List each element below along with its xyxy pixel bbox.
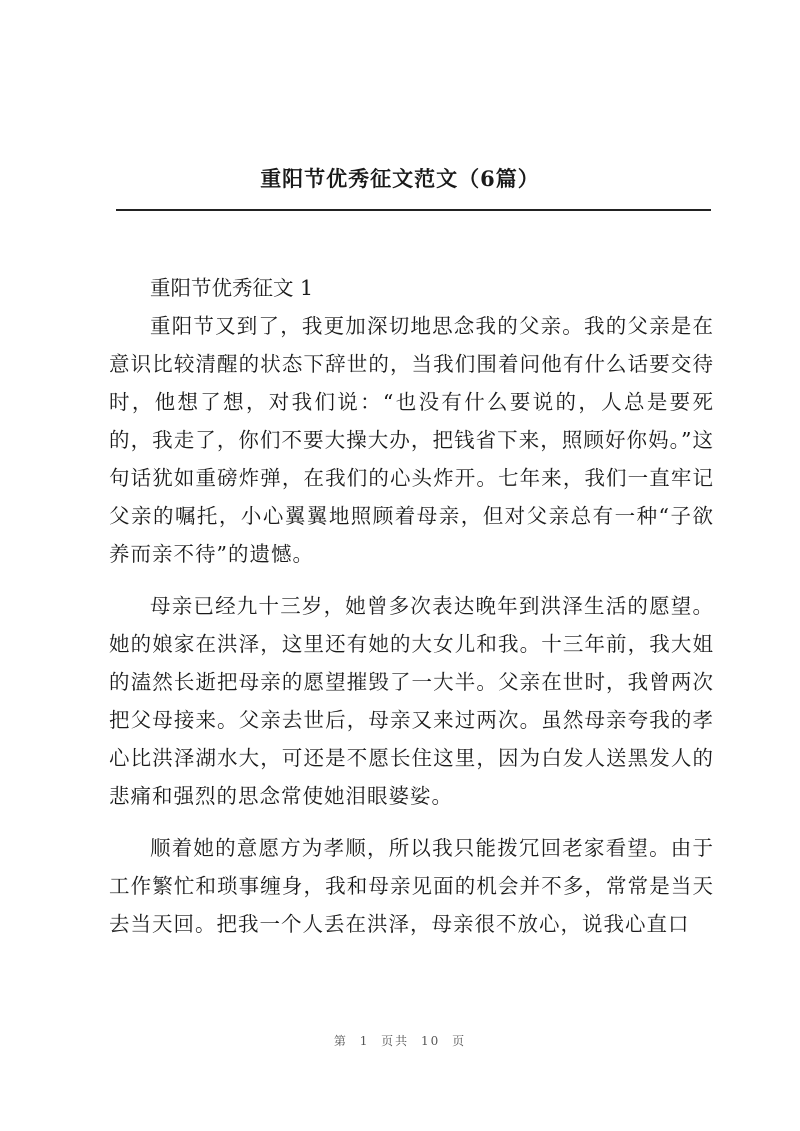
paragraph-1: 重阳节又到了，我更加深切地思念我的父亲。我的父亲是在意识比较清醒的状态下辞世的，当我们围着问他有什么话要交待时，他想了想，对我们说：“也没有什么要说的，人总是要死的，我走了，你们不要大操大办，把钱省下来，照顾好你妈。”这句话犹如重磅炸弹，在我们的心头炸开。七年来，我们一直牢记父亲的嘱托，小心翼翼地照顾着母亲，但对父亲总有一种“子欲养而亲不待”的遗憾。 <box>109 314 714 566</box>
page-title: 重阳节优秀征文范文（6篇） <box>260 166 540 191</box>
paragraph-2: 母亲已经九十三岁，她曾多次表达晚年到洪泽生活的愿望。她的娘家在洪泽，这里还有她的大女儿和我。十三年前，我大姐的溘然长逝把母亲的愿望摧毁了一大半。父亲在世时，我曾两次把父母接来。父亲去世后，母亲又来过两次。虽然母亲夸我的孝心比洪泽湖水大，可还是不愿长住这里，因为白发人送黑发人的悲痛和强烈的思念常使她泪眼婆娑。 <box>109 594 714 808</box>
title-divider <box>116 209 711 211</box>
document-body <box>109 269 714 957</box>
paragraph-3: 顺着她的意愿方为孝顺，所以我只能拨冗回老家看望。由于工作繁忙和琐事缠身，我和母亲见面的机会并不多，常常是当天去当天回。把我一个人丢在洪泽，母亲很不放心，说我心直口 <box>109 836 714 936</box>
section-heading: 重阳节优秀征文 1 <box>150 276 314 300</box>
page-footer: 第 1 页共 10 页 <box>333 1034 467 1048</box>
